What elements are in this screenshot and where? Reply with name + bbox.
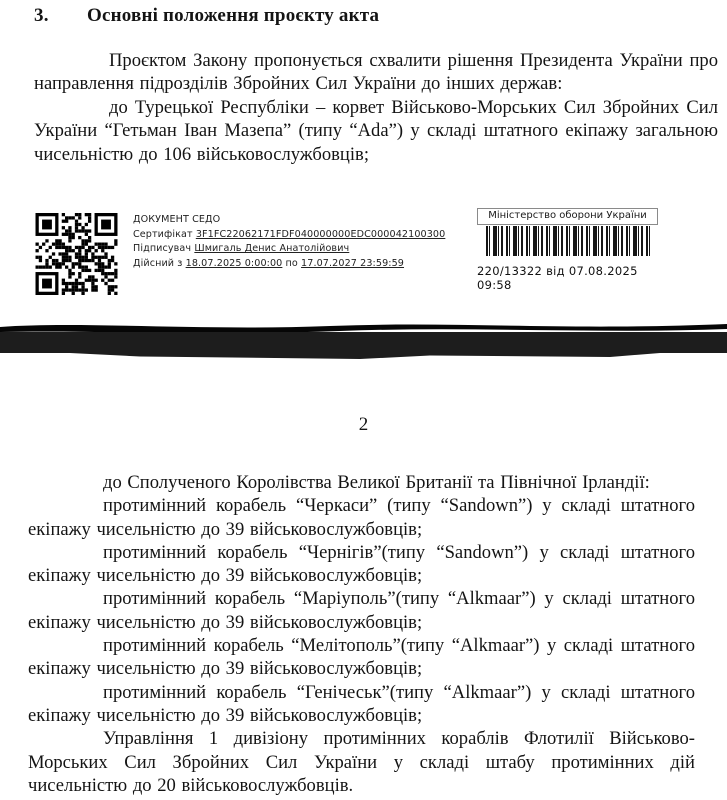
section-title: Основні положення проєкту акта [87, 5, 380, 26]
paragraph: до Сполученого Королівства Великої Британії та Північної Ірландії: [103, 472, 650, 493]
section-heading [34, 4, 718, 28]
section-number: 3. [34, 5, 49, 26]
organization-label: Міністерство оборони України [477, 208, 658, 225]
barcode-icon [486, 226, 650, 256]
paragraph: протимінний корабель “Чернігів”(типу “Sandown”) у складі штатного екіпажу чисельністю до 39 військовослужбовців; [28, 541, 695, 587]
certificate-line: Сертифікат 3F1FC22062171FDF040000000EDC000042100300 [133, 228, 446, 240]
valid-from: 18.07.2025 0:00:00 [185, 257, 283, 269]
certificate-value: 3F1FC22062171FDF040000000EDC000042100300 [195, 228, 446, 240]
paragraph: Проєктом Закону пропонується схвалити рішення Президента України про направлення підрозділів Збройних Сил України до інших держав: [34, 50, 718, 95]
sedo-title: ДОКУМЕНТ СЕДО [133, 214, 221, 225]
signer-name: Шмигаль Денис Анатолійович [194, 243, 350, 255]
page-1-body [34, 4, 718, 166]
sedo-signature-stamp [133, 213, 483, 271]
paragraph: протимінний корабель “Генічеськ”(типу “Alkmaar”) у складі штатного екіпажу чисельністю до 39 військовослужбовців; [28, 681, 695, 726]
paragraph: протимінний корабель “Черкаси” (типу “Sandown”) у складі штатного екіпажу чисельністю до 39 військовослужбовців; [28, 495, 695, 540]
paragraph: Управління 1 дивізіону протимінних кораблів Флотилії Військово-Морських Сил Збройних Сил України у складі штабу протимінних дій чисельністю до 20 військовослужбовців. [28, 728, 695, 796]
page-2-body [28, 471, 695, 797]
registration-stamp [477, 208, 658, 292]
scan-separator [0, 318, 727, 362]
qr-code-icon [35, 213, 118, 295]
validity-line: Дійсний з 18.07.2025 0:00:00 по 17.07.2027 23:59:59 [133, 257, 405, 269]
paragraph: протимінний корабель “Мелітополь”(типу “Alkmaar”) у складі штатного екіпажу чисельністю до 39 військовослужбовців; [28, 635, 695, 680]
signer-line: Підписувач Шмигаль Денис Анатолійович [133, 243, 350, 255]
paragraph: до Турецької Республіки – корвет Військово-Морських Сил Збройних Сил України “Гетьман Іван Мазепа” (типу “Ada”) у складі штатного екіпажу загальною чисельністю до 106 військовослужбовців; [34, 96, 718, 165]
paragraph: протимінний корабель “Маріуполь”(типу “Alkmaar”) у складі штатного екіпажу чисельністю до 39 військовослужбовців; [28, 588, 695, 633]
registration-number: 220/13322 від 07.08.2025 09:58 [477, 264, 638, 292]
valid-to: 17.07.2027 23:59:59 [301, 257, 405, 269]
page-number: 2 [358, 414, 369, 435]
